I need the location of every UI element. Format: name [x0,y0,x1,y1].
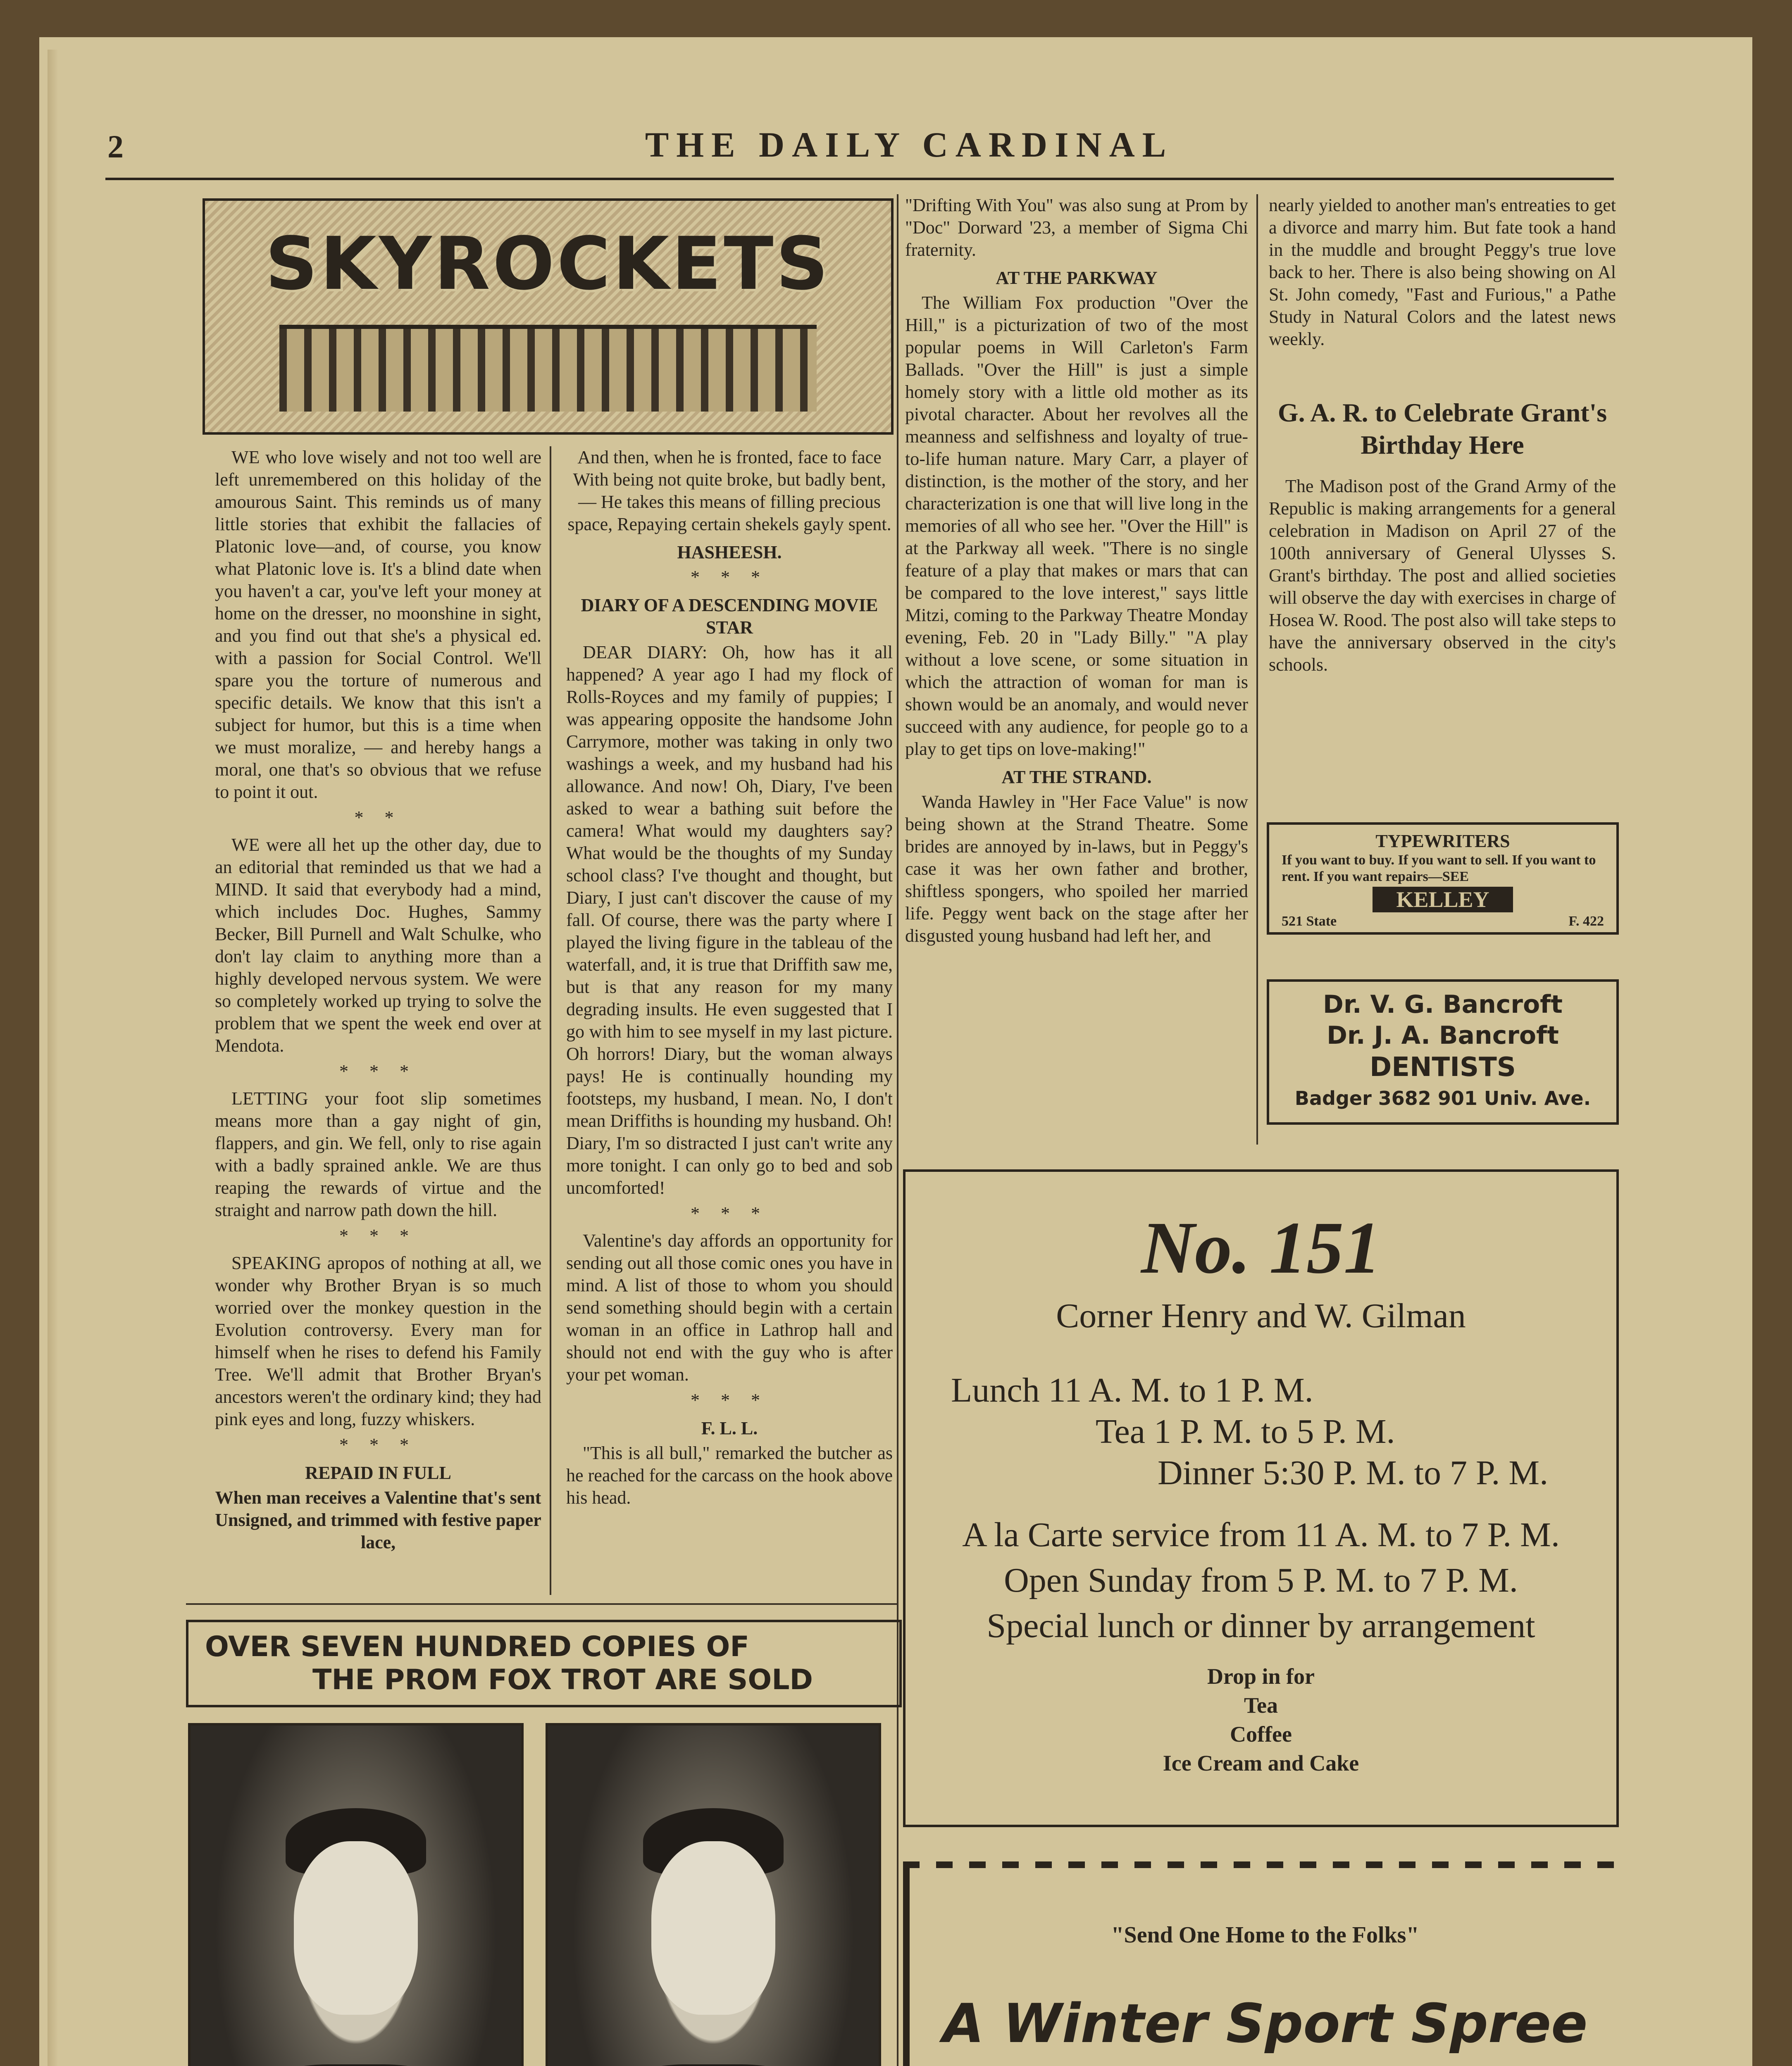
dentist-line-2: Dr. J. A. Bancroft [1327,1021,1559,1050]
dentist-line-4: Badger 3682 901 Univ. Ave. [1294,1087,1591,1109]
ad-tea: Tea 1 P. M. to 5 P. M. [1096,1412,1395,1451]
octopus-tagline: "Send One Home to the Folks" [1111,1922,1419,1948]
repaid-poem: When man receives a Valentine that's sent Unsigned, and trimmed with festive paper lace, [215,1488,541,1552]
column-divider [1256,194,1258,1145]
typewriter-body: If you want to buy. If you want to sell. If you want to rent. If you want repairs—SEE [1282,852,1596,884]
strand-continued: nearly yielded to another man's entreaties to get a divorce and marry him. But fate took a hand in the muddle and brought Peggy's true love back to her. There is also being showing on Al St. John comedy, "Fast and Furious," a Pathe Study in Natural Colors and the latest news weekly. [1269,195,1616,349]
separator: * * * [691,1203,768,1223]
ad-coffee-item: Coffee [1230,1722,1292,1747]
no151-ad [903,1169,1619,1827]
separator: * * [354,807,402,828]
ad-lunch: Lunch 11 A. M. to 1 P. M. [951,1371,1313,1409]
typewriter-title: TYPEWRITERS [1375,831,1510,851]
strand-heading: AT THE STRAND. [1001,767,1152,787]
article-paragraph: LETTING your foot slip sometimes means more than a gay night of gin, flappers, and gin. We fell, only to rise again with a badly sprained ankle. We are thus reaping the rewards of virtue and the straight and narrow path down the hill. [215,1088,541,1220]
column-4 [1269,194,1616,354]
column-divider [897,194,898,2066]
separator: * * * [339,1226,417,1246]
page-fold-shadow [48,50,58,2066]
ad-icecream-item: Ice Cream and Cake [1163,1751,1359,1776]
strand-article: Wanda Hawley in "Her Face Value" is now being shown at the Strand Theatre. Some brides are annoyed by in-laws, but in Peggy's case it was her own father and brother, shiftless spongers, who spoiled her married life. Peggy went back on the stage after her disgusted young husband had left her, and [905,792,1248,946]
ad-dinner: Dinner 5:30 P. M. to 7 P. M. [1158,1454,1549,1492]
skyrockets-logo-text: SKYROCKETS [265,221,831,306]
prom-headline-1: OVER SEVEN HUNDRED COPIES OF [205,1630,749,1663]
article-paragraph: WE who love wisely and not too well are left unremembered on this holiday of the amourous Saint. This reminds us of many little stories that exhibit the fallacies of Platonic love—and, of course, you know what Platonic love is. It's a blind date when you haven't a car, you've left your money at home on the dresser, no moonshine in sight, and you find out that she's a physical ed. with a passion for Social Control. We'll spare you the torture of numerous and specific details. We know that this isn't a subject for humor, but this is a time when we must moralize, — and hereby hangs a moral, one that's so obvious that we refuse to point it out. [215,447,541,802]
ad-alacarte: A la Carte service from 11 A. M. to 7 P. M. [962,1516,1560,1554]
valentine-paragraph: Valentine's day affords an opportunity for sending out all those comic ones you have in mind. A list of those to whom you should send something should begin with a certain woman in an office in Lathrop hall and should not end with the guy who is after your pet woman. [566,1231,893,1385]
article-paragraph: WE were all het up the other day, due to an editorial that reminded us that we had a MIND. It said that everybody had a mind, which includes Doc. Hughes, Sammy Becker, Bill Purnell and Walt Schulke, who don't lay claim to anything more than a highly developed nervous system. We were so completely worked up trying to solve the problem that we spent the week end over at Mendota. [215,835,541,1056]
kelley-brand: KELLEY [1373,887,1513,912]
prom-headline-2: THE PROM FOX TROT ARE SOLD [312,1664,813,1696]
article-paragraph: SPEAKING apropos of nothing at all, we wonder why Brother Bryan is so much worried over the monkey question in the Evolution controversy. Every man for himself when he rises to defend his Family Tree. We'll admit that Brother Bryan's ancestors weren't the ordinary kind; they had pink eyes and long, fuzzy whiskers. [215,1253,541,1429]
separator: * * * [691,1390,768,1410]
separator: * * * [691,567,768,587]
typewriter-address: 521 State [1282,914,1337,929]
parkway-article: The William Fox production "Over the Hill," is a picturization of two of the most popular poems in Will Carleton's Farm Ballads. "Over the Hill" is just a simple homely story with a little old mother as its pivotal character. About her revolves all the meanness and selfishness and loyalty of true-to-life human nature. Mary Carr, a player of distinction, is the mother of the story, and her characterization is one that will live long in the memories of all who see her. "Over the Hill" is at the Parkway all week. "There is no single feature of a play that makes or mars that can be compared to the love interest," says little Mitzi, coming to the Parkway Theatre Monday evening, Feb. 20 in "Lady Billy." "A play without a love scene, or some situation in which the attraction of woman for man is shown would be an anomaly, and would never succeed with any audience, for people go to a play to get tips on love-making!" [905,293,1248,759]
repaid-title: REPAID IN FULL [305,1463,451,1483]
ad-drop: Drop in for [1207,1664,1315,1689]
ad-address: Corner Henry and W. Gilman [1056,1297,1466,1335]
column-3 [905,194,1248,950]
dentist-line-3: DENTISTS [1370,1052,1516,1083]
intro-paragraph: "Drifting With You" was also sung at Prom by "Doc" Dorward '23, a member of Sigma Chi fraternity. [905,195,1248,260]
prom-headline-box [186,1620,902,1707]
dentist-line-1: Dr. V. G. Bancroft [1323,990,1563,1019]
fll-body: "This is all bull," remarked the butcher as he reached for the carcass on the hook above his head. [566,1443,893,1508]
gar-body: The Madison post of the Grand Army of the Republic is making arrangements for a general celebration in Madison on April 27 of the 100th anniversary of General Ulysses S. Grant's birthday. The post and allied societies will observe the day with exercises in charge of Hosea W. Rood. The post also will take steps to have the anniversary observed in the city's schools. [1269,476,1616,675]
octopus-ad [903,1861,1627,2066]
typewriter-phone: F. 422 [1568,914,1604,929]
ad-special: Special lunch or dinner by arrangement [987,1607,1535,1645]
separator: * * * [339,1061,417,1081]
parkway-heading: AT THE PARKWAY [996,268,1158,288]
photo-jesse-cohen [546,1723,881,2066]
column-2 [566,446,893,1512]
fll-title: F. L. L. [701,1418,758,1438]
column-1 [215,446,541,1557]
octopus-headline: A Winter Sport Spree [942,1992,1588,2055]
separator: * * * [339,1435,417,1455]
photo-harold-taylor [188,1723,524,2066]
gar-article [1269,475,1616,679]
dentist-ad [1267,979,1619,1125]
ad-number: No. 151 [1141,1207,1381,1289]
section-rule [186,1603,897,1605]
skyrockets-logo [203,198,894,435]
newspaper-title: THE DAILY CARDINAL [645,125,1174,164]
gar-headline: G. A. R. to Celebrate Grant's Birthday Here [1277,398,1607,459]
building-illustration [279,325,817,412]
ad-tea-item: Tea [1244,1693,1278,1718]
typewriter-ad [1267,822,1619,935]
signature: HASHEESH. [677,542,782,562]
column-divider [550,446,551,1595]
poem-continued: And then, when he is fronted, face to face With being not quite broke, but badly bent,— He takes this means of filling precious space, Repaying certain shekels gayly spent. [567,447,891,534]
masthead-rule [105,178,1614,180]
diary-title: DIARY OF A DESCENDING MOVIE STAR [581,595,878,638]
page-number: 2 [107,129,124,164]
diary-body: DEAR DIARY: Oh, how has it all happened? A year ago I had my flock of Rolls-Royces and my family of puppies; I was appearing opposite the handsome John Carrymore, mother was taking in only two washings a week, and my husband had his allowance. And now! Oh, Diary, I've been asked to wear a bathing suit before the camera! What would my daughters say? What would be the thoughts of my Sunday school class? I've thought and thought, but Diary, I just can't discover the cause of my fall. Of course, there was the party where I played the living figure in the tableau of the waterfall, and, it is true that Driffith saw me, but is that any reason for my many degrading insults. He even suggested that I go with him to see myself in my last picture. Oh horrors! Diary, but the woman always pays! He is continually hounding my footsteps, my husband, I mean. No, I don't mean Driffiths is hounding my husband. Oh! Diary, I'm so distracted I just can't write any more tonight. I can only go to bed and sob uncomforted! [566,642,893,1198]
ad-sunday: Open Sunday from 5 P. M. to 7 P. M. [1004,1561,1518,1599]
